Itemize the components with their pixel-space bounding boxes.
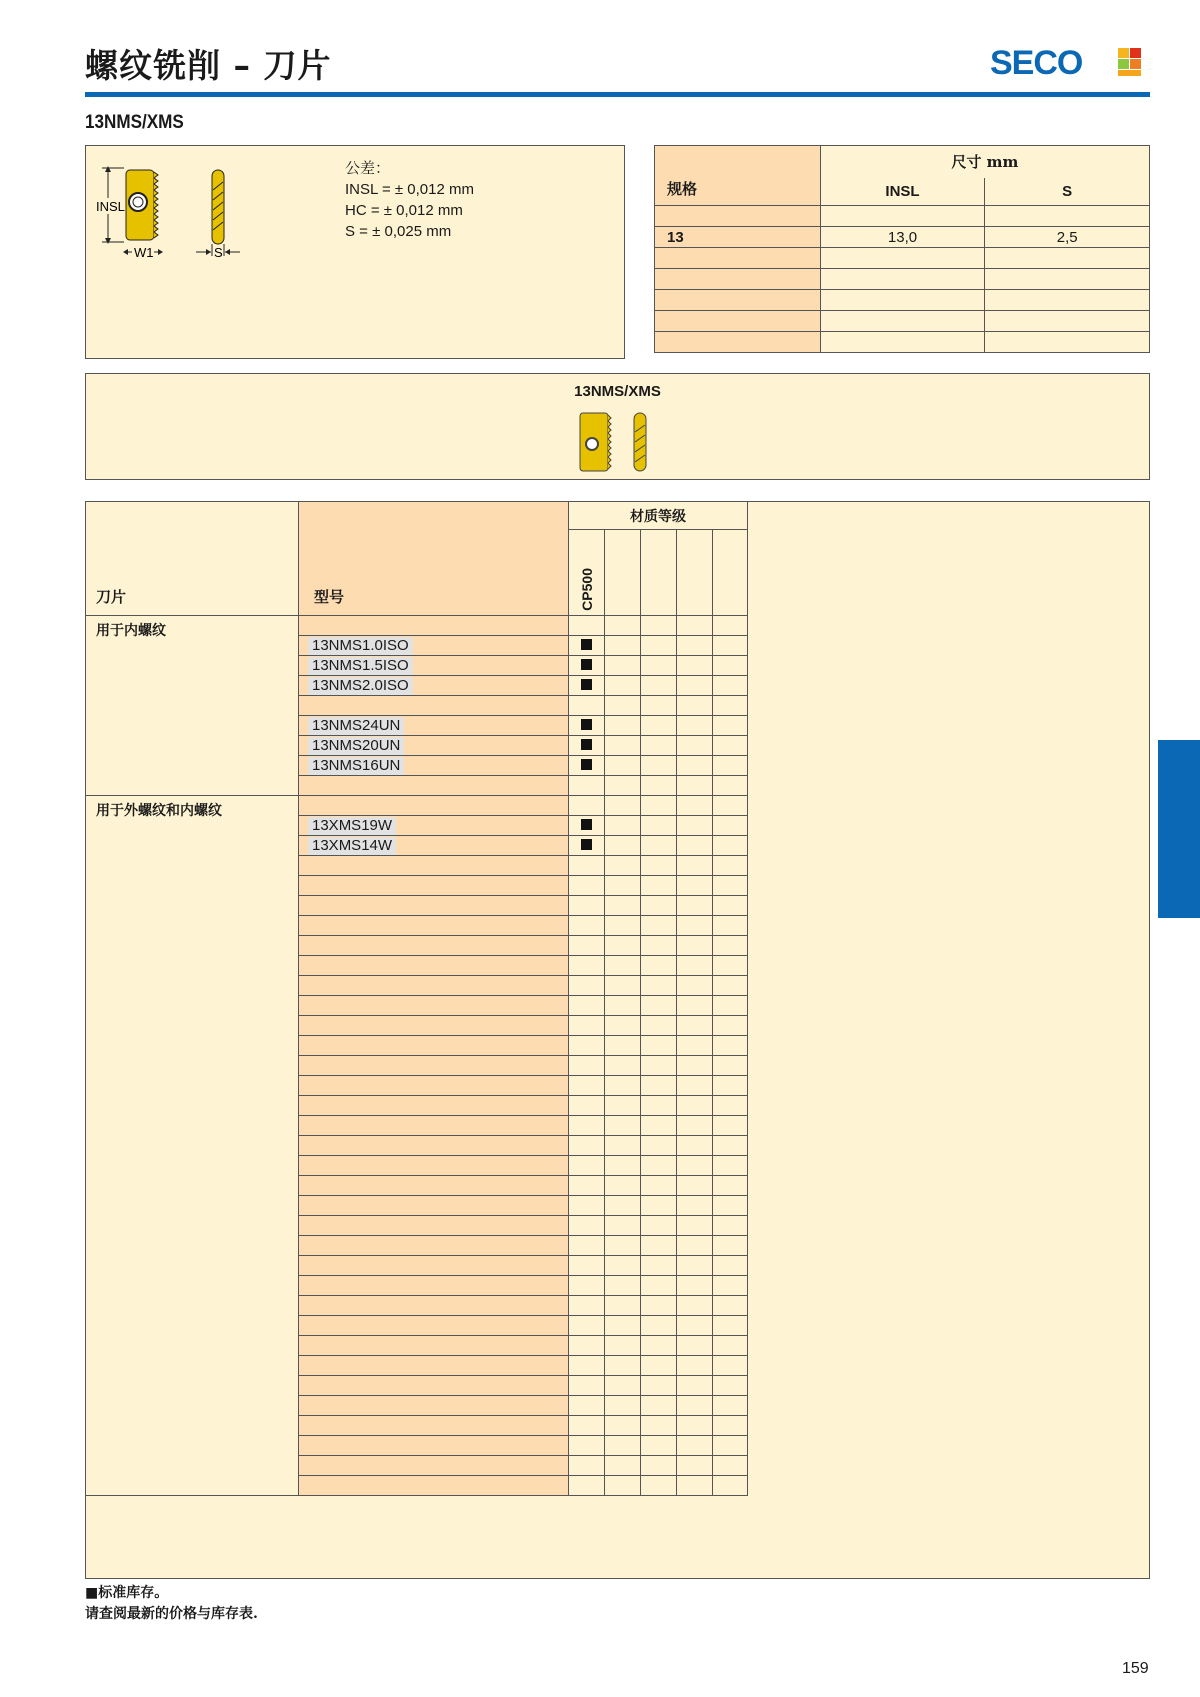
grade-cp500-cell [569,1316,605,1336]
page-title: 螺纹铣削 – 刀片 [85,46,332,85]
grade-cp500-cell [569,1336,605,1356]
group-internal: 用于内螺纹 [86,616,299,796]
grade-cp500-cell [569,696,605,716]
grades-table [85,501,748,1496]
model-code-cell [299,1096,569,1116]
model-code-cell [299,1256,569,1276]
model-code-cell [299,1456,569,1476]
grade-cp500-cell [569,936,605,956]
grade-cp500-cell [569,1456,605,1476]
model-code-cell [299,636,569,656]
model-code-cell [299,916,569,936]
grade-cp500-cell [569,1236,605,1256]
model-code-cell [299,796,569,816]
stock-square-icon [581,739,592,750]
grade-group-header: 材质等级 [569,502,748,530]
w1-label: W1 [134,245,154,260]
stock-square-icon [581,659,592,670]
grade-cp500-cell [569,716,605,736]
stock-square-icon [581,759,592,770]
stock-square-icon [581,639,592,650]
model-code-cell [299,816,569,836]
stock-square-icon [581,719,592,730]
tolerance-insl: INSL = ± 0,012 mm [345,181,474,198]
footnote-price: 请查阅最新的价格与库存表. [85,1606,258,1622]
model-code-cell [299,1136,569,1156]
model-code: 13NMS24UN [308,717,404,735]
grade-cp500-cell [569,836,605,856]
dimension-group-header: 尺寸 mm [820,146,1149,178]
grade-cp500-cell [569,676,605,696]
grade-cp500-cell [569,1096,605,1116]
table-row [86,796,748,816]
grade-cp500-cell [569,956,605,976]
grade-cp500-cell [569,1136,605,1156]
model-code-cell [299,1376,569,1396]
grade-cp500-cell [569,996,605,1016]
model-code-cell [299,1236,569,1256]
tolerance-s: S = ± 0,025 mm [345,223,452,240]
dimension-row [655,227,1150,248]
grade-cp500-cell [569,756,605,776]
grade-cp500-cell [569,1296,605,1316]
insert-dimension-diagram [92,160,252,270]
model-code-cell [299,1276,569,1296]
stock-square-icon [581,839,592,850]
model-code: 13XMS14W [308,837,396,855]
model-code-cell [299,1156,569,1176]
model-code-cell [299,976,569,996]
col-insert-header: 刀片 [86,502,299,616]
model-code: 13NMS16UN [308,757,404,775]
grade-cp500-header: CP500 [569,530,605,616]
brand-text: SECO [990,44,1083,78]
model-code-cell [299,1416,569,1436]
seco-logo [990,44,1142,78]
dim-spec: 13 [655,227,821,248]
grade-cp500-cell [569,1176,605,1196]
grade-cp500-cell [569,1216,605,1236]
footnote [85,1583,258,1625]
col-s: S [985,178,1150,206]
model-code-cell [299,1016,569,1036]
stock-square-icon [581,819,592,830]
model-code-cell [299,956,569,976]
model-code-cell [299,1216,569,1236]
model-code: 13NMS20UN [308,737,404,755]
grade-cp500-cell [569,1256,605,1276]
model-code-cell [299,1476,569,1496]
grade-cp500-cell [569,1276,605,1296]
page-number: 159 [1122,1660,1149,1677]
footnote-stock: ■标准库存。 [85,1585,169,1601]
grade-cp500-cell [569,636,605,656]
model-code-cell [299,616,569,636]
grade-cp500-cell [569,776,605,796]
grade-cp500-cell [569,1376,605,1396]
grade-cp500-cell [569,1196,605,1216]
grade-cp500-cell [569,1436,605,1456]
grade-cp500-cell [569,896,605,916]
grade-cp500-cell [569,1036,605,1056]
grade-cp500-cell [569,616,605,636]
model-code-cell [299,856,569,876]
s-label: S [214,245,223,260]
header-rule [85,92,1150,97]
stock-square-icon [581,679,592,690]
model-code-cell [299,1436,569,1456]
tolerance-hc: HC = ± 0,012 mm [345,202,463,219]
grade-cp500-cell [569,1056,605,1076]
model-code-cell [299,1336,569,1356]
table-row [86,616,748,636]
section-side-tab [1158,740,1200,918]
model-code-cell [299,1296,569,1316]
model-code-cell [299,996,569,1016]
model-code-cell [299,1196,569,1216]
model-code-cell [299,736,569,756]
grade-cp500-cell [569,1476,605,1496]
model-code-cell [299,656,569,676]
grade-cp500-cell [569,856,605,876]
product-subtitle: 13NMS/XMS [85,112,184,133]
group-external: 用于外螺纹和内螺纹 [86,796,299,1496]
model-code-cell [299,1116,569,1136]
grade-cp500-cell [569,1396,605,1416]
model-code-cell [299,1176,569,1196]
model-code-cell [299,1056,569,1076]
tolerance-text [345,158,474,242]
grade-cp500-cell [569,876,605,896]
dim-insl: 13,0 [820,227,985,248]
model-code-cell [299,696,569,716]
col-insl: INSL [820,178,985,206]
model-code-cell [299,1396,569,1416]
model-code-cell [299,1076,569,1096]
model-code: 13NMS1.5ISO [308,657,413,675]
model-code-cell [299,1036,569,1056]
spec-header: 规格 [655,146,821,206]
col-model-header: 型号 [299,502,569,616]
model-code-cell [299,1316,569,1336]
grade-cp500-cell [569,736,605,756]
insert-panel-label: 13NMS/XMS [574,383,661,400]
insl-label: INSL [96,199,125,214]
grade-cp500-cell [569,656,605,676]
dimensions-table [654,145,1150,353]
model-code-cell [299,836,569,856]
insert-image [575,410,655,474]
tolerance-heading: 公差： [345,159,391,177]
model-code-cell [299,776,569,796]
grade-cp500-cell [569,1076,605,1096]
grade-cp500-cell [569,1416,605,1436]
grades-table-wrap [85,501,748,1496]
model-code-cell [299,676,569,696]
model-code-cell [299,756,569,776]
model-code: 13NMS2.0ISO [308,677,413,695]
dim-s: 2,5 [985,227,1150,248]
model-code-cell [299,1356,569,1376]
model-code: 13XMS19W [308,817,396,835]
model-code-cell [299,716,569,736]
grade-cp500-cell [569,796,605,816]
grade-cp500-cell [569,1116,605,1136]
grade-cp500-cell [569,976,605,996]
grade-cp500-cell [569,1356,605,1376]
grade-cp500-cell [569,916,605,936]
grade-cp500-cell [569,1156,605,1176]
model-code-cell [299,896,569,916]
grade-cp500-cell [569,816,605,836]
model-code-cell [299,876,569,896]
model-code-cell [299,936,569,956]
model-code: 13NMS1.0ISO [308,637,413,655]
grade-cp500-cell [569,1016,605,1036]
